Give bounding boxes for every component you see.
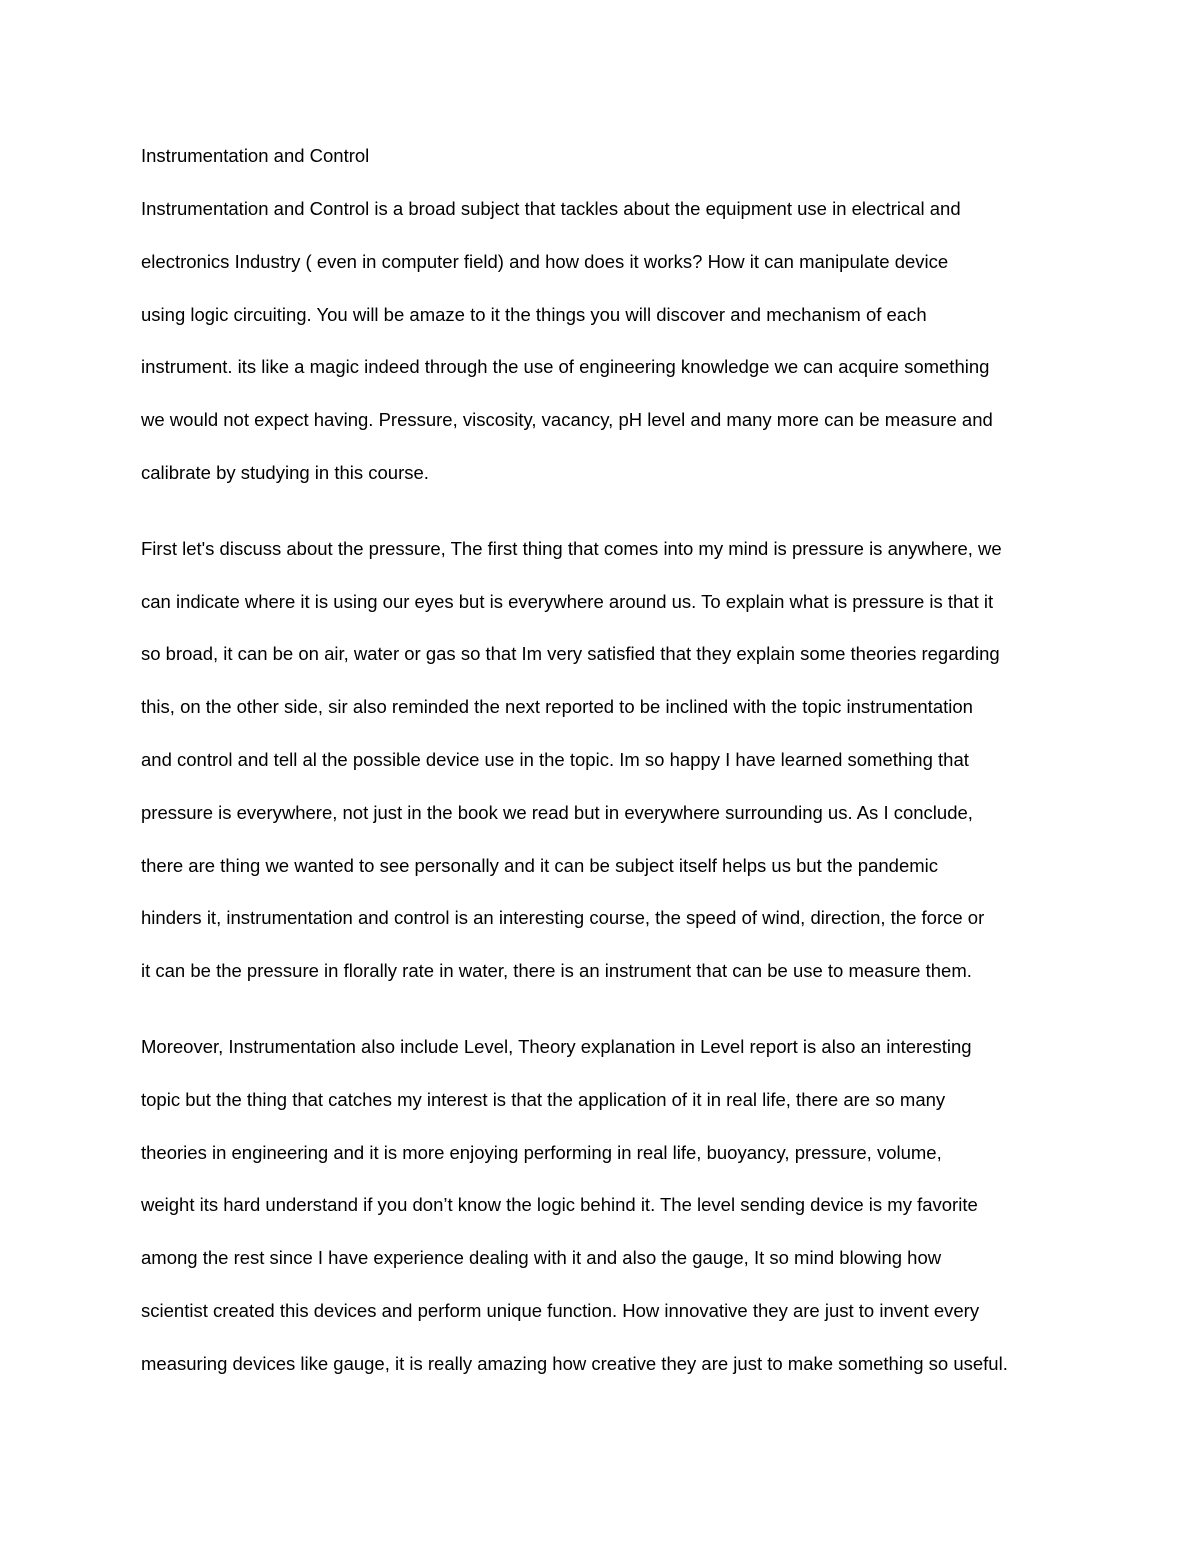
text-line: First let's discuss about the pressure, The first thing that comes into my mind is pressure is anywhere, we [141, 537, 1002, 559]
text-line: scientist created this devices and perform unique function. How innovative they are just to invent every [141, 1299, 980, 1321]
text-line: Moreover, Instrumentation also include Level, Theory explanation in Level report is also an interesting [141, 1035, 972, 1057]
text-line: instrument. its like a magic indeed through the use of engineering knowledge we can acquire something [141, 356, 990, 378]
text-line: topic but the thing that catches my interest is that the application of it in real life, there are so many [141, 1088, 946, 1110]
paragraph-3 [141, 1028, 1061, 1398]
document-body [141, 137, 1061, 1421]
text-line: this, on the other side, sir also reminded the next reported to be inclined with the topic instrumentation [141, 696, 973, 718]
document-title: Instrumentation and Control [141, 145, 370, 166]
text-line: so broad, it can be on air, water or gas so that Im very satisfied that they explain some theories regarding [141, 643, 1000, 665]
text-line: can indicate where it is using our eyes but is everywhere around us. To explain what is pressure is that it [141, 590, 994, 612]
text-line: weight its hard understand if you don’t know the logic behind it. The level sending device is my favorite [141, 1194, 978, 1216]
text-line: we would not expect having. Pressure, viscosity, vacancy, pH level and many more can be measure and [141, 409, 993, 431]
text-line: electronics Industry ( even in computer field) and how does it works? How it can manipulate device [141, 250, 949, 272]
text-line: among the rest since I have experience dealing with it and also the gauge, It so mind blowing how [141, 1247, 942, 1269]
paragraph-1 [141, 190, 1061, 507]
text-line: theories in engineering and it is more enjoying performing in real life, buoyancy, pressure, volume, [141, 1141, 942, 1163]
text-line: hinders it, instrumentation and control is an interesting course, the speed of wind, direction, the force or [141, 907, 985, 929]
text-line: pressure is everywhere, not just in the book we read but in everywhere surrounding us. As I conclude, [141, 801, 973, 823]
text-line: and control and tell al the possible device use in the topic. Im so happy I have learned something that [141, 748, 969, 770]
text-line: using logic circuiting. You will be amaze to it the things you will discover and mechanism of each [141, 303, 927, 325]
title-spacer [141, 174, 1061, 190]
text-line: measuring devices like gauge, it is really amazing how creative they are just to make something so useful. [141, 1352, 1008, 1374]
text-line: it can be the pressure in florally rate in water, there is an instrument that can be use to measure them. [141, 960, 972, 982]
text-line: Instrumentation and Control is a broad subject that tackles about the equipment use in electrical and [141, 198, 961, 219]
text-line: calibrate by studying in this course. [141, 461, 429, 483]
paragraph-2 [141, 530, 1061, 1005]
text-line: there are thing we wanted to see personally and it can be subject itself helps us but the pandemic [141, 854, 939, 876]
